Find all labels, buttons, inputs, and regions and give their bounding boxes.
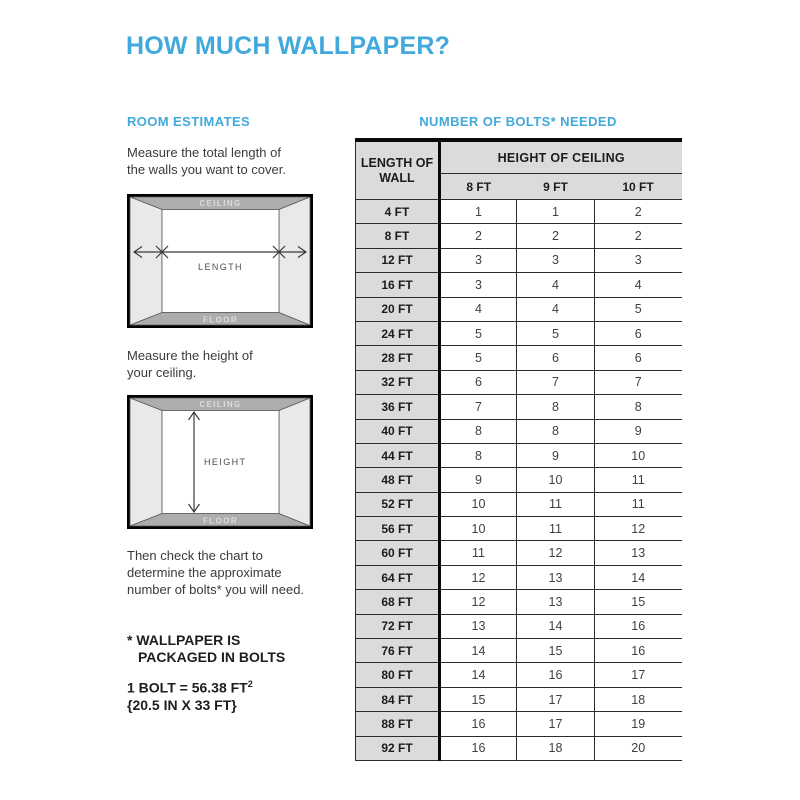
table-row <box>356 712 682 736</box>
table-row <box>356 590 682 614</box>
row-label: 92 FT <box>356 736 440 760</box>
cell-8ft: 12 <box>440 590 517 614</box>
page-title: HOW MUCH WALLPAPER? <box>126 32 451 60</box>
cell-9ft: 11 <box>517 517 595 541</box>
cell-10ft: 11 <box>595 492 682 516</box>
cell-10ft: 19 <box>595 712 682 736</box>
table-row <box>356 248 682 272</box>
row-label: 76 FT <box>356 639 440 663</box>
cell-8ft: 15 <box>440 687 517 711</box>
cell-10ft: 3 <box>595 248 682 272</box>
cell-9ft: 4 <box>517 297 595 321</box>
table-row <box>356 565 682 589</box>
right-wall-panel <box>279 398 310 526</box>
text-line: Measure the total length of <box>127 145 281 160</box>
row-label: 68 FT <box>356 590 440 614</box>
cell-8ft: 7 <box>440 395 517 419</box>
bolts-needed-heading: NUMBER OF BOLTS* NEEDED <box>419 114 617 129</box>
cell-8ft: 10 <box>440 517 517 541</box>
cell-8ft: 12 <box>440 565 517 589</box>
length-label: LENGTH <box>198 262 243 272</box>
row-label: 28 FT <box>356 346 440 370</box>
row-label: 64 FT <box>356 565 440 589</box>
row-label: 88 FT <box>356 712 440 736</box>
cell-8ft: 5 <box>440 346 517 370</box>
cell-8ft: 1 <box>440 200 517 224</box>
table-row <box>356 224 682 248</box>
text-line: number of bolts* you will need. <box>127 582 305 597</box>
cell-9ft: 4 <box>517 273 595 297</box>
row-label: 4 FT <box>356 200 440 224</box>
cell-10ft: 5 <box>595 297 682 321</box>
table-row <box>356 736 682 760</box>
superscript-two: 2 <box>247 679 253 689</box>
cell-8ft: 16 <box>440 736 517 760</box>
cell-9ft: 8 <box>517 419 595 443</box>
cell-9ft: 17 <box>517 687 595 711</box>
bolts-table <box>355 138 682 761</box>
cell-10ft: 17 <box>595 663 682 687</box>
row-label: 48 FT <box>356 468 440 492</box>
height-of-ceiling-header: HEIGHT OF CEILING <box>440 140 682 174</box>
table-row <box>356 370 682 394</box>
cell-9ft: 11 <box>517 492 595 516</box>
cell-10ft: 16 <box>595 614 682 638</box>
cell-9ft: 6 <box>517 346 595 370</box>
row-label: 80 FT <box>356 663 440 687</box>
cell-8ft: 6 <box>440 370 517 394</box>
cell-10ft: 14 <box>595 565 682 589</box>
table-row <box>356 663 682 687</box>
table-row <box>356 395 682 419</box>
cell-10ft: 15 <box>595 590 682 614</box>
cell-8ft: 5 <box>440 321 517 345</box>
wallpaper-bolts-note <box>127 632 285 666</box>
measure-length-text <box>127 144 286 178</box>
cell-8ft: 9 <box>440 468 517 492</box>
floor-label: FLOOR <box>203 516 238 526</box>
table-row <box>356 468 682 492</box>
cell-9ft: 5 <box>517 321 595 345</box>
bolt-size-text: 1 BOLT = 56.38 FT <box>127 679 248 696</box>
ceiling-label: CEILING <box>199 400 242 409</box>
table-row <box>356 273 682 297</box>
cell-10ft: 7 <box>595 370 682 394</box>
text-line: Measure the height of <box>127 348 253 363</box>
cell-9ft: 1 <box>517 200 595 224</box>
cell-9ft: 16 <box>517 663 595 687</box>
cell-8ft: 16 <box>440 712 517 736</box>
cell-10ft: 18 <box>595 687 682 711</box>
row-label: 20 FT <box>356 297 440 321</box>
cell-10ft: 20 <box>595 736 682 760</box>
col-header-8ft: 8 FT <box>440 174 517 200</box>
cell-9ft: 13 <box>517 565 595 589</box>
cell-8ft: 8 <box>440 443 517 467</box>
cell-9ft: 7 <box>517 370 595 394</box>
cell-10ft: 16 <box>595 639 682 663</box>
cell-10ft: 6 <box>595 346 682 370</box>
cell-8ft: 2 <box>440 224 517 248</box>
room-length-diagram <box>127 194 313 328</box>
table-row <box>356 297 682 321</box>
table-row <box>356 517 682 541</box>
cell-9ft: 12 <box>517 541 595 565</box>
cell-8ft: 4 <box>440 297 517 321</box>
floor-label: FLOOR <box>203 315 238 325</box>
back-wall-panel <box>162 210 279 313</box>
cell-9ft: 18 <box>517 736 595 760</box>
cell-10ft: 9 <box>595 419 682 443</box>
row-label: 36 FT <box>356 395 440 419</box>
cell-9ft: 2 <box>517 224 595 248</box>
table-row <box>356 346 682 370</box>
text-line: your ceiling. <box>127 365 197 380</box>
table-body <box>356 200 682 761</box>
table-row <box>356 639 682 663</box>
row-label: 56 FT <box>356 517 440 541</box>
cell-9ft: 8 <box>517 395 595 419</box>
ceiling-label: CEILING <box>199 199 242 208</box>
col-header-10ft: 10 FT <box>595 174 682 200</box>
cell-10ft: 6 <box>595 321 682 345</box>
row-label: 60 FT <box>356 541 440 565</box>
text-line: the walls you want to cover. <box>127 162 286 177</box>
table-header-row <box>356 140 682 174</box>
check-chart-text <box>127 547 304 598</box>
table-row <box>356 492 682 516</box>
bolt-size-line <box>127 676 253 697</box>
cell-8ft: 10 <box>440 492 517 516</box>
cell-8ft: 3 <box>440 273 517 297</box>
left-wall-panel <box>130 398 162 526</box>
cell-8ft: 13 <box>440 614 517 638</box>
cell-8ft: 14 <box>440 663 517 687</box>
cell-10ft: 4 <box>595 273 682 297</box>
bolt-equation <box>127 676 253 714</box>
room-height-diagram <box>127 395 313 529</box>
right-wall-panel <box>279 197 310 325</box>
note-line: * WALLPAPER IS <box>127 632 241 648</box>
bolt-dimensions-line: {20.5 IN X 33 FT} <box>127 696 237 713</box>
row-label: 84 FT <box>356 687 440 711</box>
cell-9ft: 13 <box>517 590 595 614</box>
room-estimates-heading: ROOM ESTIMATES <box>127 114 251 129</box>
row-label: 44 FT <box>356 443 440 467</box>
length-of-wall-header: LENGTH OF WALL <box>356 140 440 200</box>
height-label: HEIGHT <box>204 457 247 467</box>
cell-8ft: 11 <box>440 541 517 565</box>
cell-10ft: 11 <box>595 468 682 492</box>
table-row <box>356 687 682 711</box>
row-label: 72 FT <box>356 614 440 638</box>
cell-10ft: 2 <box>595 200 682 224</box>
table-row <box>356 321 682 345</box>
cell-8ft: 3 <box>440 248 517 272</box>
row-label: 24 FT <box>356 321 440 345</box>
cell-8ft: 8 <box>440 419 517 443</box>
row-label: 32 FT <box>356 370 440 394</box>
cell-9ft: 3 <box>517 248 595 272</box>
cell-10ft: 10 <box>595 443 682 467</box>
row-label: 40 FT <box>356 419 440 443</box>
row-label: 16 FT <box>356 273 440 297</box>
row-label: 12 FT <box>356 248 440 272</box>
cell-9ft: 9 <box>517 443 595 467</box>
col-header-9ft: 9 FT <box>517 174 595 200</box>
cell-9ft: 14 <box>517 614 595 638</box>
note-line: PACKAGED IN BOLTS <box>138 649 286 665</box>
table-row <box>356 200 682 224</box>
cell-8ft: 14 <box>440 639 517 663</box>
cell-10ft: 13 <box>595 541 682 565</box>
text-line: determine the approximate <box>127 565 282 580</box>
cell-10ft: 8 <box>595 395 682 419</box>
left-wall-panel <box>130 197 162 325</box>
cell-9ft: 10 <box>517 468 595 492</box>
table-row <box>356 419 682 443</box>
cell-10ft: 2 <box>595 224 682 248</box>
cell-9ft: 17 <box>517 712 595 736</box>
cell-10ft: 12 <box>595 517 682 541</box>
row-label: 52 FT <box>356 492 440 516</box>
cell-9ft: 15 <box>517 639 595 663</box>
table-row <box>356 443 682 467</box>
text-line: Then check the chart to <box>127 548 263 563</box>
measure-height-text <box>127 347 253 381</box>
row-label: 8 FT <box>356 224 440 248</box>
table-row <box>356 541 682 565</box>
table-row <box>356 614 682 638</box>
